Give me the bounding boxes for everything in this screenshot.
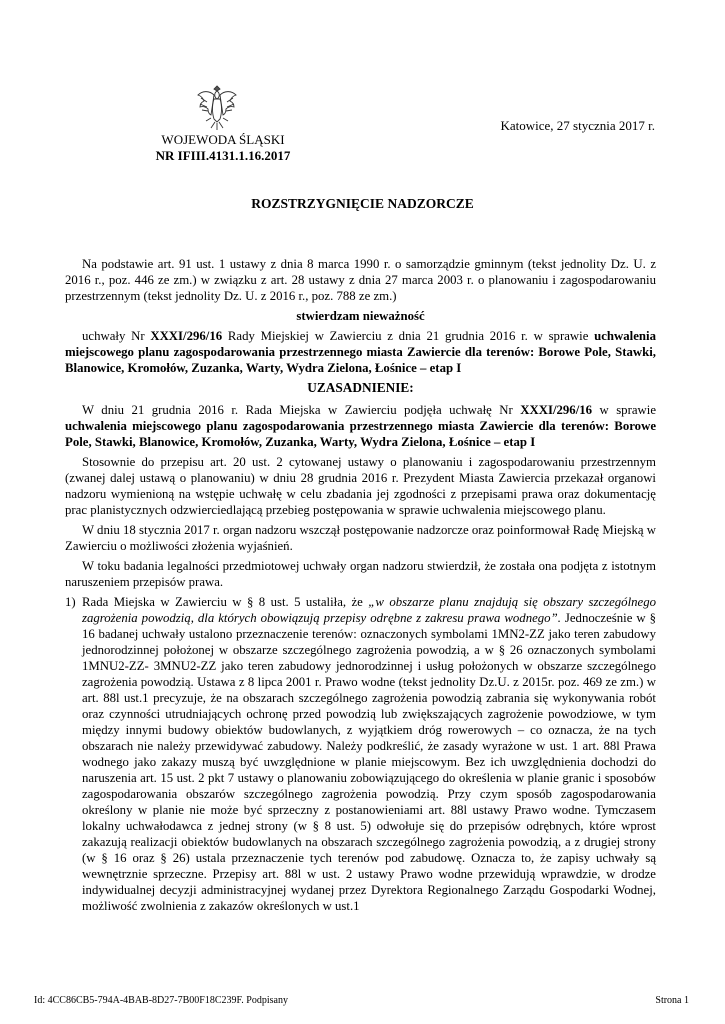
paragraph1-middle: w sprawie (592, 403, 657, 417)
justification-paragraph-4: W toku badania legalności przedmiotowej uchwały organ nadzoru stwierdził, że została ona podjęta z istotnym naruszeniem przepisów prawa. (65, 559, 656, 589)
list-item-text: Jednocześnie w § 16 badanej uchwały ustalono przeznaczenie terenów: oznaczonych symbolami 1MN2-ZZ jako teren zabudowy jednorodzinnej położonej w obszarze szczególnego zagrożenia powodzią, a w § 26 oznaczonych symbolami 1MNU2-ZZ- 3MNU2-ZZ jako teren zabudowy jednorodzinnej i usług położonych w obszarze szczególnego zagrożenia powodzią. Ustawa z 8 lipca 2001 r. Prawo wodne (tekst jednolity Dz.U. z 2015r. poz. 469 ze zm.) w art. 88l ust.1 precyzuje, że na obszarach szczególnego zagrożenia powodzią zabrania się wykonywania robót oraz czynności utrudniających ochronę przed powodzią lub zwiększających zagrożenie powodziowe, w tym między innymi budowy obiektów budowlanych, z wyjątkiem dróg rowerowych – co oznacza, że na tych obszarach nie należy przewidywać zabudowy. Należy podkreślić, że zasady wyrażone w ust. 1 art. 88l Prawa wodnego jako zakazy muszą być uwzględnione w planie miejscowym. Bez ich uwzględnienia dochodzi do naruszenia art. 15 ust. 2 pkt 7 ustawy o planowaniu zobowiązującego do określenia w planie granic i sposobów zagospodarowania obszarów szczególnego zagrożenia powodzią. Przy czym sposób zagospodarowania określony w planie nie może być sprzeczny z postanowieniami art. 88l ustawy Prawo wodne. Tymczasem lokalny uchwałodawca z jednej strony (w § 8 ust. 5) odwołuje się do przepisów odrębnych, które wprost zakazują realizacji obiektów budowlanych na obszarach szczególnego zagrożenia powodzią, a z drugiej strony (w § 16 oraz § 26) ustala przeznaczenie tych terenów pod zabudowę. Oznacza to, że zapisy uchwały są wewnętrznie sprzeczne. Przepisy art. 88l w ust. 2 ustawy Prawo wodne przewidują wprawdzie, w drodze indywidualnej decyzji administracyjnej wydanej przez Dyrektora Regionalnego Zarządu Gospodarki Wodnej, możliwość zwolnienia z zakazów określonych w ust.1 (82, 611, 656, 913)
authority-name: WOJEWODA ŚLĄSKI (161, 132, 285, 147)
paragraph1-prefix: W dniu 21 grudnia 2016 r. Rada Miejska w Zawierciu podjęła uchwałę Nr (82, 403, 521, 417)
justification-paragraph-1 (65, 402, 656, 450)
resolution-number: XXXI/296/16 (150, 329, 223, 343)
document-id: Id: 4CC86CB5-794A-4BAB-8D27-7B00F18C239F. Podpisany (34, 995, 288, 1006)
list-item-quote: „w obszarze planu znajdują się obszary szczególnego zagrożenia powodzią, dla których obowiązują przepisy odrębne z zakresu prawa wodnego”. (82, 595, 656, 625)
resolution-prefix: uchwały Nr (82, 329, 151, 343)
resolution-middle: Rady Miejskiej w Zawierciu z dnia 21 grudnia 2016 r. w sprawie (222, 329, 595, 343)
document-body (65, 256, 656, 914)
place-and-date: Katowice, 27 stycznia 2017 r. (500, 118, 655, 133)
polish-eagle-emblem-icon (196, 82, 238, 132)
resolution-subject: uchwalenia miejscowego planu zagospodarowania przestrzennego miasta Zawiercie dla terenów: Borowe Pole, Stawki, Blanowice, Kromołów, Zuzanka, Warty, Wydra Zielona, Łośnice – etap I (65, 329, 656, 375)
list-item-number: 1) (65, 595, 76, 609)
page-number: Strona 1 (655, 995, 689, 1006)
ruling-statement: stwierdzam nieważność (296, 309, 425, 323)
list-item (65, 594, 656, 914)
justification-paragraph-2: Stosownie do przepisu art. 20 ust. 2 cytowanej ustawy o planowaniu i zagospodarowaniu przestrzennym (zwanej dalej ustawą o planowaniu) w dniu 28 grudnia 2016 r. Prezydent Miasta Zawiercia przekazał organowi nadzoru wymienioną na wstępie uchwałę w celu zbadania jej zgodności z przepisami prawa oraz dokumentację prac planistycznych odzwierciedlającą przebieg postępowania w sprawie uchwalenia miejscowego planu. (65, 455, 656, 517)
document-title: ROZSTRZYGNIĘCIE NADZORCZE (251, 196, 474, 211)
list-item-intro: Rada Miejska w Zawierciu w § 8 ust. 5 ustaliła, że (82, 595, 369, 609)
reference-number: NR IFIII.4131.1.16.2017 (155, 148, 291, 163)
paragraph1-subject: uchwalenia miejscowego planu zagospodarowania przestrzennego miasta Zawiercie dla terenów: Borowe Pole, Stawki, Blanowice, Kromołów, Zuzanka, Warty, Wydra Zielona, Łośnice – etap I (65, 419, 656, 449)
justification-heading: UZASADNIENIE: (307, 380, 414, 395)
resolution-paragraph (65, 328, 656, 376)
issuing-authority-block (148, 132, 298, 164)
paragraph1-number: XXXI/296/16 (520, 403, 593, 417)
legal-basis-paragraph: Na podstawie art. 91 ust. 1 ustawy z dnia 8 marca 1990 r. o samorządzie gminnym (tekst jednolity Dz. U. z 2016 r., poz. 446 ze zm.) w związku z art. 28 ustawy z dnia 27 marca 2003 r. o planowaniu i zagospodarowaniu przestrzennym (tekst jednolity Dz. U. z 2016 r., poz. 788 ze zm.) (65, 257, 656, 303)
justification-paragraph-3: W dniu 18 stycznia 2017 r. organ nadzoru wszczął postępowanie nadzorcze oraz poinformował Radę Miejską w Zawierciu o możliwości złożenia wyjaśnień. (65, 523, 656, 553)
